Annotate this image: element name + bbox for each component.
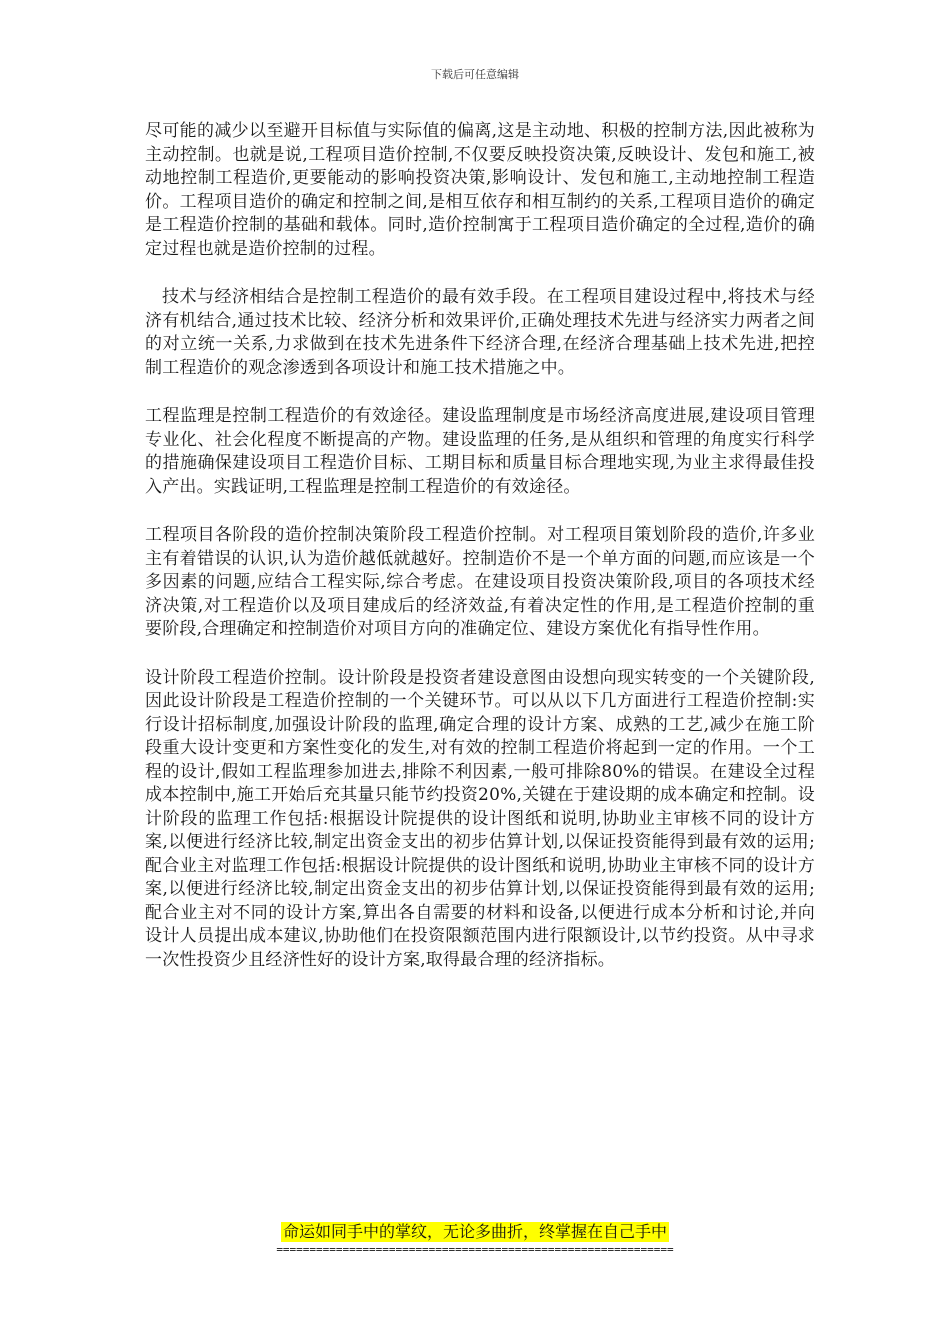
document-body <box>145 120 815 997</box>
footer-motto: 命运如同手中的掌纹，无论多曲折，终掌握在自己手中 <box>282 1222 667 1241</box>
paragraph-engineering-supervision: 工程监理是控制工程造价的有效途径。建设监理制度是市场经济高度进展,建设项目管理专业化、社会化程度不断提高的产物。建设监理的任务,是从组织和管理的角度实行科学的措施确保建设项目工程造价目标、工期目标和质量目标合理地实现,为业主求得最佳投入产出。实践证明,工程监理是控制工程造价的有效途径。 <box>145 406 815 497</box>
paragraph-design-stage: 设计阶段工程造价控制。设计阶段是投资者建设意图由设想向现实转变的一个关键阶段,因此设计阶段是工程造价控制的一个关键环节。可以从以下几方面进行工程造价控制:实行设计招标制度,加强设计阶段的监理,确定合理的设计方案、成熟的工艺,减少在施工阶段重大设计变更和方案性变化的发生,对有效的控制工程造价将起到一定的作用。一个工程的设计,假如工程监理参加进去,排除不利因素,一般可排除80%的错误。在建设全过程成本控制中,施工开始后充其量只能节约投资20%,关键在于建设期的成本确定和控制。设计阶段的监理工作包括:根据设计院提供的设计图纸和说明,协助业主审核不同的设计方案,以便进行经济比较,制定出资金支出的初步估算计划,以保证投资能得到最有效的运用;配合业主对监理工作包括:根据设计院提供的设计图纸和说明,协助业主审核不同的设计方案,以便进行经济比较,制定出资金支出的初步估算计划,以保证投资能得到最有效的运用;配合业主对不同的设计方案,算出各自需要的材料和设备,以便进行成本分析和讨论,并向设计人员提出成本建议,协助他们在投资限额范围内进行限额设计,以节约投资。从中寻求一次性投资少且经济性好的设计方案,取得最合理的经济指标。 <box>145 667 815 970</box>
page-header: 下载后可任意编辑 <box>431 68 519 81</box>
footer-rule-divider: ============================================================ <box>276 1244 674 1256</box>
page-footer <box>0 1222 950 1256</box>
paragraph-active-control: 尽可能的减少以至避开目标值与实际值的偏离,这是主动地、积极的控制方法,因此被称为主动控制。也就是说,工程项目造价控制,不仅要反映投资决策,反映设计、发包和施工,被动地控制工程造价,更要能动的影响投资决策,影响设计、发包和施工,主动地控制工程造价。工程项目造价的确定和控制之间,是相互依存和相互制约的关系,工程项目造价的确定是工程造价控制的基础和载体。同时,造价控制寓于工程项目造价确定的全过程,造价的确定过程也就是造价控制的过程。 <box>145 121 815 259</box>
paragraph-technology-economy: 技术与经济相结合是控制工程造价的最有效手段。在工程项目建设过程中,将技术与经济有机结合,通过技术比较、经济分析和效果评价,正确处理技术先进与经济实力两者之间的对立统一关系,力求做到在技术先进条件下经济合理,在经济合理基础上技术先进,把控制工程造价的观念渗透到各项设计和施工技术措施之中。 <box>145 287 815 378</box>
paragraph-decision-stage: 工程项目各阶段的造价控制决策阶段工程造价控制。对工程项目策划阶段的造价,许多业主有着错误的认识,认为造价越低就越好。控制造价不是一个单方面的问题,而应该是一个多因素的问题,应结合工程实际,综合考虑。在建设项目投资决策阶段,项目的各项技术经济决策,对工程造价以及项目建成后的经济效益,有着决定性的作用,是工程造价控制的重要阶段,合理确定和控制造价对项目方向的准确定位、建设方案优化有指导性作用。 <box>145 525 815 639</box>
